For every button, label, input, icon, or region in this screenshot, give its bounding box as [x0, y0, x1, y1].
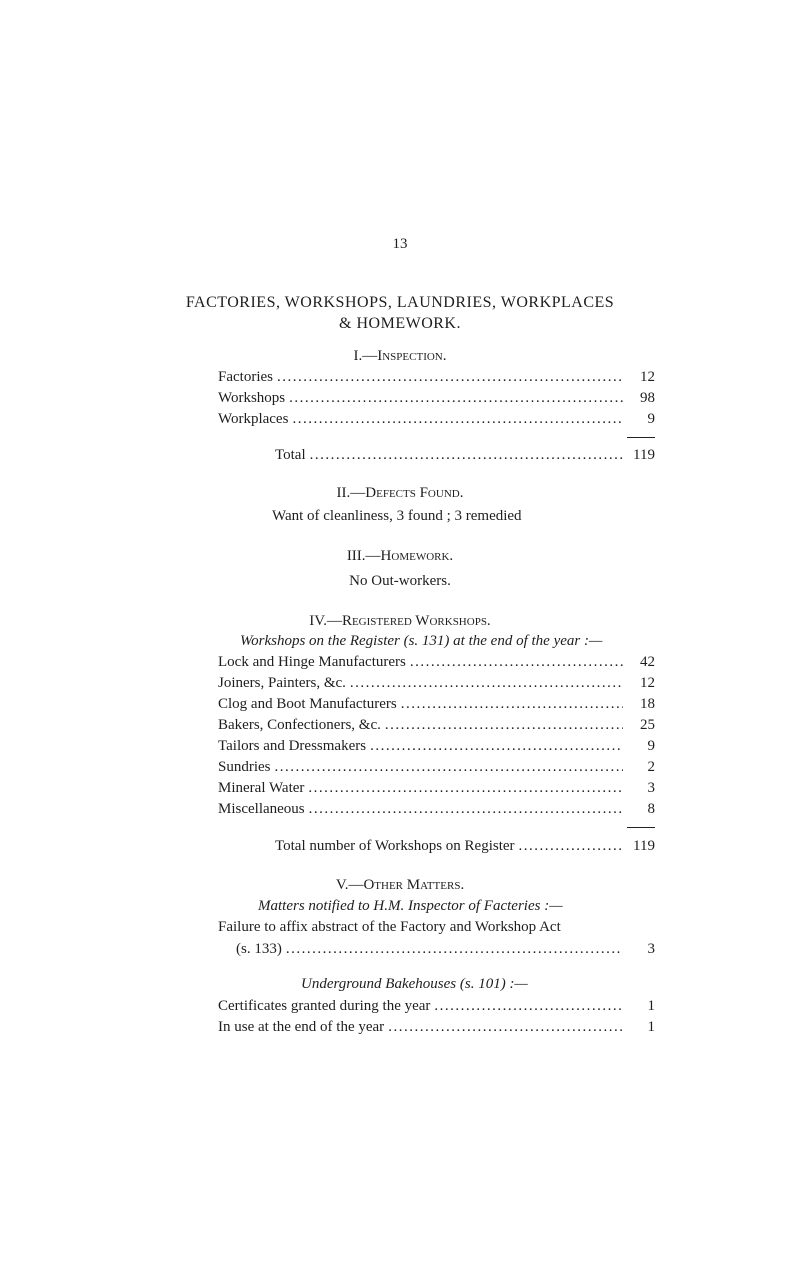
- row-label: Clog and Boot Manufacturers: [218, 696, 397, 712]
- table-row: [218, 758, 655, 777]
- item-label: Certificates granted during the year: [218, 998, 431, 1014]
- item-value: 9: [647, 411, 655, 427]
- total-value: 119: [633, 447, 655, 463]
- item-label: Factories: [218, 369, 273, 385]
- section-heading-homework: III.—Homework.: [346, 548, 454, 564]
- row-label: Lock and Hinge Manufacturers: [218, 654, 406, 670]
- section-heading-registered-workshops: IV.—Registered Workshops.: [309, 613, 491, 629]
- table-row: [218, 779, 655, 798]
- list-item: [218, 368, 655, 387]
- section-heading-defects: II.—Defects Found.: [336, 485, 464, 501]
- table-row: [218, 737, 655, 756]
- table-row: [218, 674, 655, 693]
- row-value: 9: [647, 738, 655, 754]
- item-label: (s. 133): [236, 941, 282, 957]
- list-item: [218, 389, 655, 408]
- list-item: [218, 410, 655, 429]
- row-label: Joiners, Painters, &c.: [218, 675, 346, 691]
- page-number: 13: [392, 236, 408, 252]
- row-value: 42: [640, 654, 655, 670]
- item-label: In use at the end of the year: [218, 1019, 385, 1035]
- section-heading-other-matters: V.—Other Matters.: [335, 877, 465, 893]
- total-label: Total: [275, 447, 306, 463]
- row-value: 2: [647, 759, 655, 775]
- row-label: Miscellaneous: [218, 801, 305, 817]
- list-item: [218, 1018, 655, 1037]
- item-text: Failure to affix abstract of the Factory and Workshop Act: [218, 919, 561, 935]
- total-row: [275, 837, 655, 856]
- section-heading-inspection: I.—Inspection.: [353, 348, 447, 364]
- table-row: [218, 653, 655, 672]
- row-label: Mineral Water: [218, 780, 305, 796]
- item-value: 12: [640, 369, 655, 385]
- row-value: 8: [647, 801, 655, 817]
- page-title-line2: & HOMEWORK.: [339, 315, 461, 332]
- row-label: Bakers, Confectioners, &c.: [218, 717, 381, 733]
- row-value: 25: [640, 717, 655, 733]
- table-row: [218, 716, 655, 735]
- table-row: [218, 800, 655, 819]
- total-rule: [627, 827, 655, 828]
- row-value: 18: [640, 696, 655, 712]
- page-title: FACTORIES, WORKSHOPS, LAUNDRIES, WORKPLACES: [185, 294, 615, 311]
- list-item: [218, 997, 655, 1016]
- item-label: Workplaces: [218, 411, 289, 427]
- row-value: 3: [647, 780, 655, 796]
- item-value: 3: [647, 941, 655, 957]
- matters-subheading: Matters notified to H.M. Inspector of Facteries :—: [258, 898, 563, 914]
- list-item: [236, 940, 655, 959]
- item-value: 98: [640, 390, 655, 406]
- register-subheading: Workshops on the Register (s. 131) at the end of the year :—: [240, 633, 603, 649]
- table-row: [218, 695, 655, 714]
- item-value: 1: [647, 998, 655, 1014]
- total-value: 119: [633, 838, 655, 854]
- item-label: Workshops: [218, 390, 286, 406]
- row-value: 12: [640, 675, 655, 691]
- bakehouses-subheading: Underground Bakehouses (s. 101) :—: [301, 976, 528, 992]
- defects-text: Want of cleanliness, 3 found ; 3 remedied: [272, 508, 522, 524]
- total-row: [275, 446, 655, 465]
- row-label: Sundries: [218, 759, 271, 775]
- total-label: Total number of Workshops on Register: [275, 838, 515, 854]
- item-value: 1: [647, 1019, 655, 1035]
- homework-text: No Out-workers.: [349, 573, 451, 589]
- total-rule: [627, 437, 655, 438]
- row-label: Tailors and Dressmakers: [218, 738, 367, 754]
